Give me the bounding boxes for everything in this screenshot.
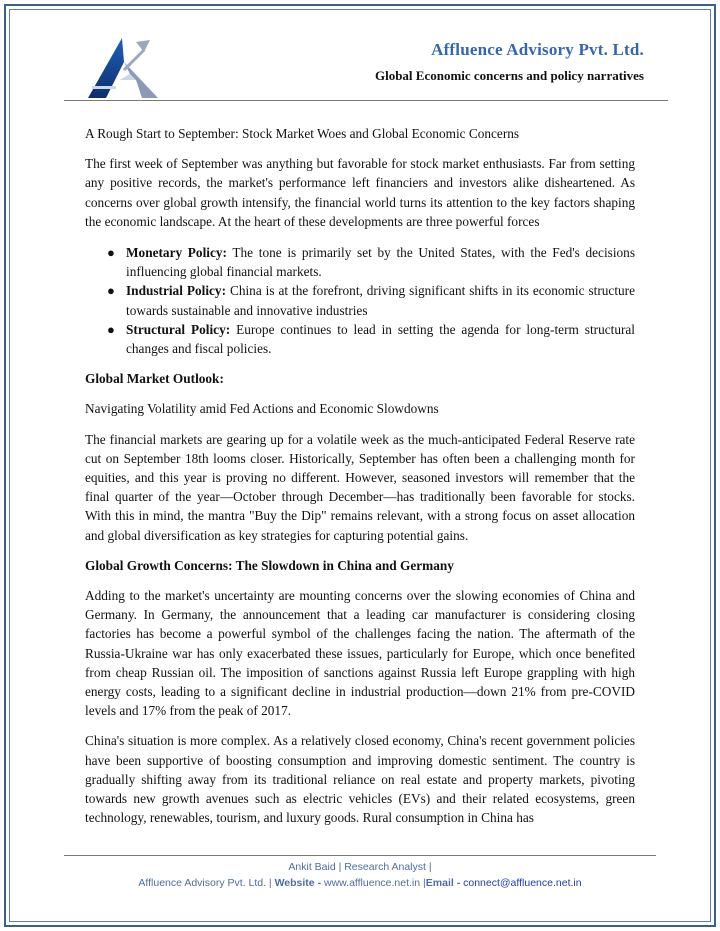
bullet-text: Europe continues to lead in setting the agenda for long-term structural changes and fiscal policies.: [126, 321, 635, 357]
footer-author: Ankit Baid | Research Analyst |: [288, 861, 432, 873]
growth-paragraph-1: Adding to the market's uncertainty are mounting concerns over the slowing economies of China and Germany. In Germany, the announcement that a leading car manufacturer is considering closing factories has become a powerful symbol of the challenges facing the nation. The aftermath of the Russia-Ukraine war has only exacerbated these issues, particularly for Europe, which once benefited from cheap Russian oil. The imposition of sanctions against Russia left Europe grappling with high energy costs, leading to a significant decline in industrial production—down 21% from pre-COVID levels and 17% from the peak of 2017.: [85, 588, 635, 719]
bullet-text: China is at the forefront, driving significant shifts in its economic structure towards sustainable and innovative industries: [126, 283, 635, 318]
document-body: [85, 124, 635, 828]
footer-email-link[interactable]: connect@affluence.net.in: [463, 877, 582, 889]
company-logo-icon: [84, 36, 162, 100]
outlook-subheading: Navigating Volatility amid Fed Actions and Economic Slowdowns: [85, 401, 439, 417]
footer-contact: [64, 877, 656, 889]
growth-heading: Global Growth Concerns: The Slowdown in China and Germany: [85, 557, 454, 573]
footer-website-link[interactable]: www.affluence.net.in: [323, 877, 421, 889]
outlook-paragraph: The financial markets are gearing up for a volatile week as the much-anticipated Federal Reserve rate cut on September 18th looms closer. Historically, September has often been a challenging month for equities, and this year is proving no different. However, seasoned investors will remember that the final quarter of the year—October through December—has traditionally been favorable for stocks. With this in mind, the mantra "Buy the Dip" remains relevant, with a strong focus on asset allocation and global diversification as key strategies for capturing potential gains.: [85, 431, 635, 543]
outlook-heading: Global Market Outlook:: [85, 371, 224, 387]
footer-separator: |: [420, 877, 426, 889]
intro-title: A Rough Start to September: Stock Market Woes and Global Economic Concerns: [85, 126, 520, 141]
header-divider: [64, 100, 668, 101]
footer-website-label: Website -: [274, 877, 324, 889]
footer-divider: [64, 855, 656, 856]
footer-email-label: Email -: [425, 877, 464, 889]
bullet-term: Monetary Policy:: [126, 245, 227, 261]
bullet-term: Industrial Policy:: [126, 283, 226, 299]
bullet-icon: ●: [107, 321, 115, 337]
bullet-text: The tone is primarily set by the United States, with the Fed's decisions influencing global financial markets.: [126, 245, 635, 280]
growth-paragraph-2: China's situation is more complex. As a relatively closed economy, China's recent government policies have been supportive of boosting consumption and improving domestic sentiment. The country is gradually shifting away from its traditional reliance on real estate and property markets, pivoting towards new growth avenues such as electric vehicles (EVs) and their related ecosystems, green technology, renewables, tourism, and luxury goods. Rural consumption in China has: [85, 733, 635, 826]
bullet-icon: ●: [107, 283, 115, 299]
intro-paragraph: The first week of September was anything but favorable for stock market enthusiasts. Far from setting any positive records, the market's performance left financiers and investors alike disheartened. As concerns over global growth intensify, the financial world turns its attention to the key factors shaping the economic landscape. At the heart of these developments are three powerful forces: [85, 156, 635, 229]
bullet-term: Structural Policy:: [126, 321, 231, 337]
policy-bullet-list: [107, 243, 635, 358]
list-item: [107, 320, 635, 358]
company-name: Affluence Advisory Pvt. Ltd.: [431, 40, 644, 59]
list-item: [107, 243, 635, 281]
document-subtitle: Global Economic concerns and policy narratives: [374, 68, 644, 83]
bullet-icon: ●: [107, 245, 115, 261]
footer-company: Affluence Advisory Pvt. Ltd. |: [138, 877, 275, 889]
list-item: [107, 281, 635, 319]
